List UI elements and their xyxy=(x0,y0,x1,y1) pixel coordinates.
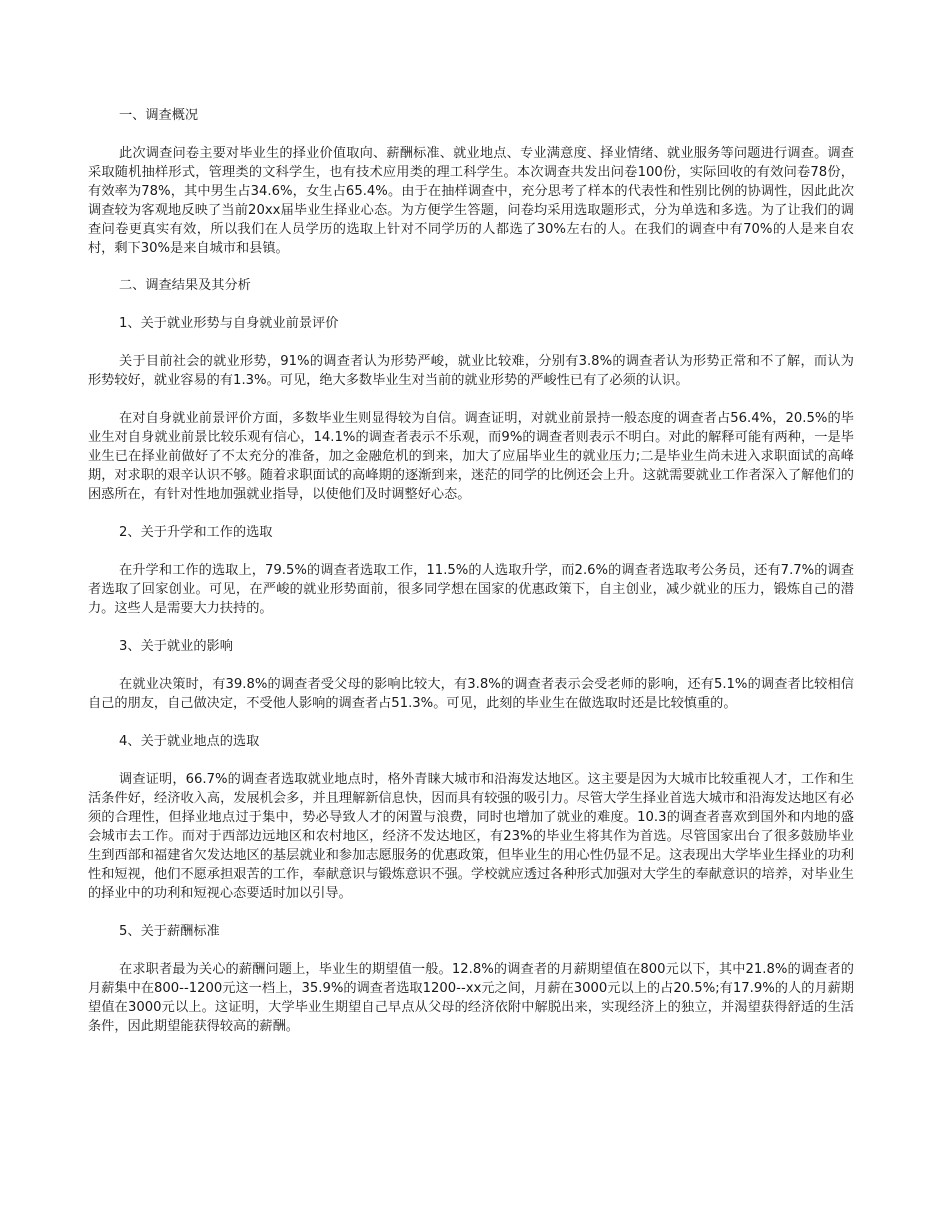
paragraph: 关于目前社会的就业形势，91%的调查者认为形势严峻，就业比较难，分别有3.8%的调查者认为形势正常和不了解，而认为形势较好，就业容易的有1.3%。可见，绝大多数毕业生对当前的就业形势的严峻性已有了必须的认识。 xyxy=(88,354,854,388)
subsection-heading: 1、关于就业形势与自身就业前景评价 xyxy=(119,316,339,331)
paragraph: 调查证明，66.7%的调查者选取就业地点时，格外青睐大城市和沿海发达地区。这主要是因为大城市比较重视人才，工作和生活条件好，经济收入高，发展机会多，并且理解新信息快，因而具有较强的吸引力。尽管大学生择业首选大城市和沿海发达地区有必须的合理性，但择业地点过于集中，势必导致人才的闲置与浪费，同时也增加了就业的难度。10.3的调查者喜欢到国外和内地的盛会城市去工作。而对于西部边远地区和农村地区，经济不发达地区，有23%的毕业生将其作为首选。尽管国家出台了很多鼓励毕业生到西部和福建省欠发达地区的基层就业和参加志愿服务的优惠政策，但毕业生的用心性仍显不足。这表现出大学毕业生择业的功利性和短视，他们不愿承担艰苦的工作，奉献意识与锻炼意识不强。学校就应透过各种形式加强对大学生的奉献意识的培养，对毕业生的择业中的功利和短视心态要适时加以引导。 xyxy=(88,772,854,901)
paragraph: 在求职者最为关心的薪酬问题上，毕业生的期望值一般。12.8%的调查者的月薪期望值在800元以下，其中21.8%的调查者的月薪集中在800--1200元这一档上，35.9%的调查者选取1200--xx元之间，月薪在3000元以上的占20.5%;有17.9%的人的月薪期望值在3000元以上。这证明，大学毕业生期望自己早点从父母的经济依附中解脱出来，实现经济上的独立，并渴望获得舒适的生活条件，因此期望能获得较高的薪酬。 xyxy=(88,962,854,1034)
subsection-heading: 2、关于升学和工作的选取 xyxy=(119,525,273,540)
paragraph: 在就业决策时，有39.8%的调查者受父母的影响比较大，有3.8%的调查者表示会受老师的影响，还有5.1%的调查者比较相信自己的朋友，自己做决定，不受他人影响的调查者占51.3%。可见，此刻的毕业生在做选取时还是比较慎重的。 xyxy=(88,677,854,711)
paragraph: 在对自身就业前景评价方面，多数毕业生则显得较为自信。调查证明，对就业前景持一般态度的调查者占56.4%，20.5%的毕业生对自身就业前景比较乐观有信心，14.1%的调查者表示不乐观，而9%的调查者则表示不明白。对此的解释可能有两种，一是毕业生已在择业前做好了不太充分的准备，加之金融危机的到来，加大了应届毕业生的就业压力;二是毕业生尚未进入求职面试的高峰期，对求职的艰辛认识不够。随着求职面试的高峰期的逐渐到来，迷茫的同学的比例还会上升。这就需要就业工作者深入了解他们的困惑所在，有针对性地加强就业指导，以使他们及时调整好心态。 xyxy=(88,411,854,502)
section-heading: 二、调查结果及其分析 xyxy=(119,278,251,293)
subsection-heading: 3、关于就业的影响 xyxy=(119,639,233,654)
subsection-heading: 4、关于就业地点的选取 xyxy=(119,734,260,749)
subsection-heading: 5、关于薪酬标准 xyxy=(119,924,220,939)
paragraph: 此次调查问卷主要对毕业生的择业价值取向、薪酬标准、就业地点、专业满意度、择业情绪、就业服务等问题进行调查。调查采取随机抽样形式，管理类的文科学生，也有技术应用类的理工科学生。本次调查共发出问卷100份，实际回收的有效问卷78份，有效率为78%，其中男生占34.6%，女生占65.4%。由于在抽样调查中，充分思考了样本的代表性和性别比例的协调性，因此此次调查较为客观地反映了当前20xx届毕业生择业心态。为方便学生答题，问卷均采用选取题形式，分为单选和多选。为了让我们的调查问卷更真实有效，所以我们在人员学历的选取上针对不同学历的人都选了30%左右的人。在我们的调查中有70%的人是来自农村，剩下30%是来自城市和县镇。 xyxy=(88,146,854,256)
paragraph: 在升学和工作的选取上，79.5%的调查者选取工作，11.5%的人选取升学，而2.6%的调查者选取考公务员，还有7.7%的调查者选取了回家创业。可见，在严峻的就业形势面前，很多同学想在国家的优惠政策下，自主创业，减少就业的压力，锻炼自己的潜力。这些人是需要大力扶持的。 xyxy=(88,563,854,616)
section-heading: 一、调查概况 xyxy=(119,108,199,123)
